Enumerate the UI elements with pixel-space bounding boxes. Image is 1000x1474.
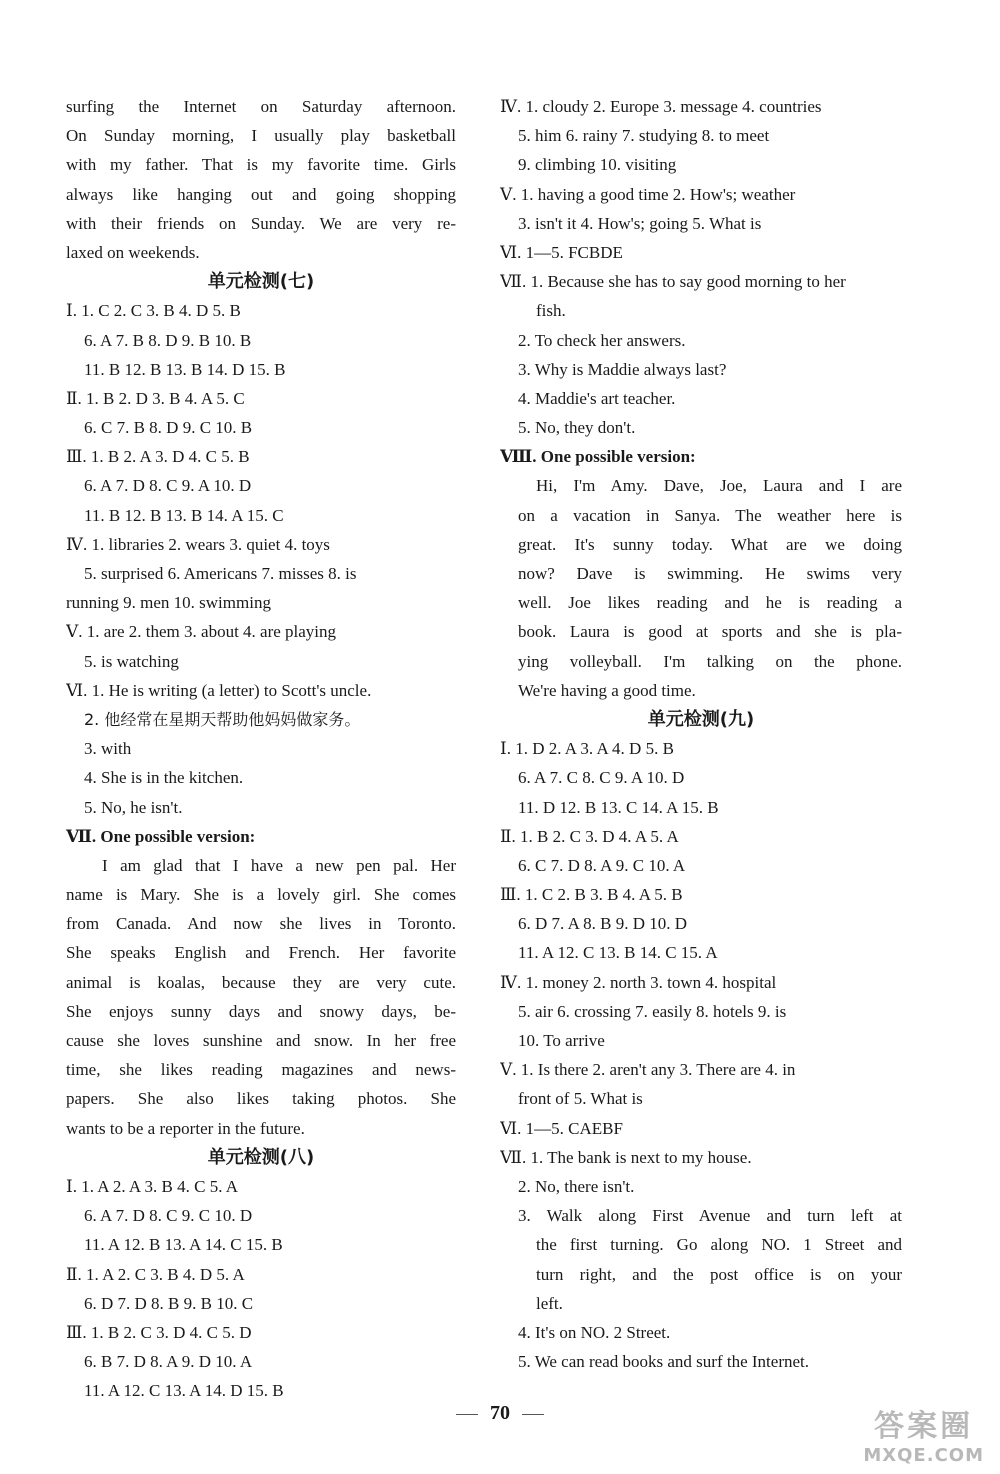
right-line-25: 11. D 12. B 13. C 14. A 15. B: [518, 797, 719, 817]
left-line-44: 6. B 7. D 8. A 9. D 10. A: [84, 1352, 253, 1372]
left-line-45: 11. A 12. C 13. A 14. D 15. B: [84, 1381, 284, 1401]
right-line-33: 10. To arrive: [518, 1031, 605, 1050]
left-line-11: Ⅱ. 1. B 2. D 3. B 4. A 5. C: [66, 388, 245, 408]
left-line-1: surfing the Internet on Saturday afternoon.: [66, 97, 456, 116]
right-line-39: 3. Walk along First Avenue and turn left at: [518, 1206, 902, 1226]
right-line-30: 11. A 12. C 13. B 14. C 15. A: [518, 943, 718, 963]
right-line-18: well. Joe likes reading and he is reading a: [518, 593, 902, 613]
right-line-35: front of 5. What is: [518, 1089, 643, 1109]
left-line-34: time, she likes reading magazines and news-: [66, 1060, 456, 1080]
right-line-40: the first turning. Go along NO. 1 Street and: [536, 1235, 902, 1255]
right-line-26: Ⅱ. 1. B 2. C 3. D 4. A 5. A: [500, 826, 679, 846]
right-line-37: Ⅶ. 1. The bank is next to my house.: [500, 1147, 752, 1167]
right-line-2: 5. him 6. rainy 7. studying 8. to meet: [518, 126, 770, 146]
right-line-22: 单元检测(九): [647, 708, 755, 730]
right-line-4: Ⅴ. 1. having a good time 2. How's; weather: [500, 184, 796, 204]
left-line-23: 3. with: [84, 739, 132, 759]
left-line-25: 5. No, he isn't.: [84, 797, 183, 817]
left-line-41: Ⅱ. 1. A 2. C 3. B 4. D 5. A: [66, 1264, 245, 1284]
left-line-6: laxed on weekends.: [66, 242, 200, 262]
right-line-1: Ⅳ. 1. cloudy 2. Europe 3. message 4. countries: [500, 97, 822, 116]
right-line-23: Ⅰ. 1. D 2. A 3. A 4. D 5. B: [500, 739, 674, 759]
left-line-31: animal is koalas, because they are very cute.: [66, 972, 456, 992]
right-line-24: 6. A 7. C 8. C 9. A 10. D: [518, 768, 685, 788]
left-line-12: 6. C 7. B 8. D 9. C 10. B: [84, 418, 253, 438]
right-line-27: 6. C 7. D 8. A 9. C 10. A: [518, 855, 686, 875]
right-line-32: 5. air 6. crossing 7. easily 8. hotels 9. is: [518, 1001, 787, 1021]
page-number-dash-right: [522, 1414, 544, 1415]
right-column: [500, 92, 902, 1376]
left-line-17: 5. surprised 6. Americans 7. misses 8. is: [84, 564, 357, 583]
left-line-4: always like hanging out and going shopping: [66, 184, 456, 204]
right-line-43: 4. It's on NO. 2 Street.: [518, 1322, 671, 1342]
left-line-15: 11. B 12. B 13. B 14. A 15. C: [84, 505, 284, 525]
watermark-logo-text: 答案圈: [874, 1409, 974, 1444]
left-line-9: 6. A 7. B 8. D 9. B 10. B: [84, 330, 252, 350]
left-column: [66, 92, 456, 1405]
left-line-3: with my father. That is my favorite time. Girls: [66, 155, 456, 175]
left-line-39: 6. A 7. D 8. C 9. C 10. D: [84, 1206, 253, 1226]
page-number-text: 70: [490, 1402, 510, 1424]
right-line-36: Ⅵ. 1—5. CAEBF: [500, 1118, 623, 1138]
left-line-30: She speaks English and French. Her favorite: [66, 943, 456, 963]
left-line-33: cause she loves sunshine and snow. In her free: [66, 1031, 456, 1050]
right-line-20: ying volleyball. I'm talking on the phone.: [518, 651, 902, 671]
left-line-37: 单元检测(八): [207, 1146, 315, 1168]
left-line-27: I am glad that I have a new pen pal. Her: [102, 855, 456, 875]
left-line-10: 11. B 12. B 13. B 14. D 15. B: [84, 359, 286, 379]
right-line-38: 2. No, there isn't.: [518, 1176, 635, 1196]
left-line-7: 单元检测(七): [207, 271, 315, 293]
right-line-17: now? Dave is swimming. He swims very: [518, 564, 902, 583]
right-line-12: 5. No, they don't.: [518, 418, 636, 438]
left-line-16: Ⅳ. 1. libraries 2. wears 3. quiet 4. toys: [66, 534, 330, 554]
left-line-13: Ⅲ. 1. B 2. A 3. D 4. C 5. B: [66, 447, 250, 467]
right-line-6: Ⅵ. 1—5. FCBDE: [500, 242, 623, 262]
right-line-11: 4. Maddie's art teacher.: [518, 388, 676, 408]
right-line-42: left.: [536, 1293, 563, 1313]
left-line-8: Ⅰ. 1. C 2. C 3. B 4. D 5. B: [66, 301, 241, 321]
left-line-29: from Canada. And now she lives in Toronto.: [66, 914, 456, 934]
left-line-5: with their friends on Sunday. We are very re-: [66, 213, 456, 233]
right-line-14: Hi, I'm Amy. Dave, Joe, Laura and I are: [536, 476, 902, 496]
left-line-20: 5. is watching: [84, 651, 179, 671]
right-line-13: Ⅷ. One possible version:: [500, 447, 696, 467]
watermark: [863, 1401, 984, 1466]
right-line-9: 2. To check her answers.: [518, 330, 686, 350]
left-line-42: 6. D 7. D 8. B 9. B 10. C: [84, 1293, 254, 1313]
right-line-15: on a vacation in Sanya. The weather here is: [518, 505, 902, 525]
right-line-34: Ⅴ. 1. Is there 2. aren't any 3. There are 4. in: [500, 1060, 796, 1080]
page-number: [0, 1402, 1000, 1425]
page-number-dash-left: [456, 1414, 478, 1415]
right-line-3: 9. climbing 10. visiting: [518, 155, 677, 175]
left-line-36: wants to be a reporter in the future.: [66, 1118, 305, 1138]
right-line-44: 5. We can read books and surf the Internet.: [518, 1352, 809, 1372]
right-line-19: book. Laura is good at sports and she is pla-: [518, 622, 902, 642]
left-line-18: running 9. men 10. swimming: [66, 593, 271, 613]
left-line-21: Ⅵ. 1. He is writing (a letter) to Scott's uncle.: [66, 680, 372, 700]
right-line-28: Ⅲ. 1. C 2. B 3. B 4. A 5. B: [500, 885, 683, 905]
left-line-35: papers. She also likes taking photos. She: [66, 1089, 456, 1109]
right-line-29: 6. D 7. A 8. B 9. D 10. D: [518, 914, 688, 934]
right-line-10: 3. Why is Maddie always last?: [518, 359, 727, 379]
right-line-21: We're having a good time.: [518, 680, 696, 700]
watermark-domain: MXQE.COM: [863, 1445, 984, 1466]
right-line-31: Ⅳ. 1. money 2. north 3. town 4. hospital: [500, 972, 777, 992]
left-line-32: She enjoys sunny days and snowy days, be-: [66, 1001, 456, 1021]
left-line-22: 2. 他经常在星期天帮助他妈妈做家务。: [84, 709, 361, 729]
right-line-16: great. It's sunny today. What are we doing: [518, 534, 902, 554]
right-line-8: fish.: [536, 301, 566, 321]
left-line-38: Ⅰ. 1. A 2. A 3. B 4. C 5. A: [66, 1176, 239, 1196]
left-line-43: Ⅲ. 1. B 2. C 3. D 4. C 5. D: [66, 1322, 252, 1342]
right-line-41: turn right, and the post office is on your: [536, 1264, 902, 1284]
left-line-19: Ⅴ. 1. are 2. them 3. about 4. are playing: [66, 622, 337, 642]
left-line-28: name is Mary. She is a lovely girl. She comes: [66, 885, 456, 905]
left-line-14: 6. A 7. D 8. C 9. A 10. D: [84, 476, 252, 496]
right-line-7: Ⅶ. 1. Because she has to say good morning to her: [500, 272, 846, 292]
right-line-5: 3. isn't it 4. How's; going 5. What is: [518, 213, 762, 233]
left-line-2: On Sunday morning, I usually play basketball: [66, 126, 456, 146]
left-line-26: Ⅶ. One possible version:: [66, 826, 256, 846]
left-line-40: 11. A 12. B 13. A 14. C 15. B: [84, 1235, 283, 1255]
left-line-24: 4. She is in the kitchen.: [84, 768, 244, 788]
